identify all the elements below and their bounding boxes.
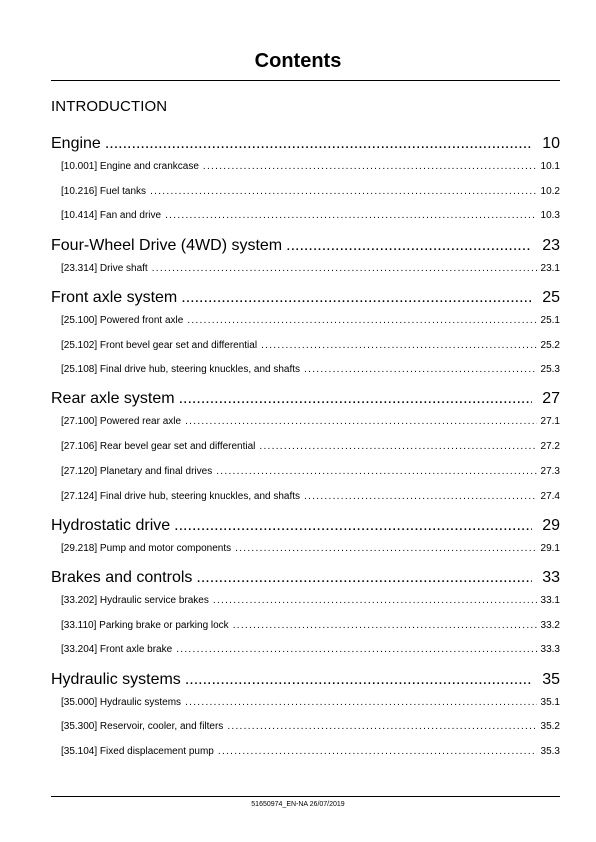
toc-item[interactable] [51, 466, 560, 477]
toc-section-page: 10 [542, 135, 560, 152]
toc-item[interactable] [51, 543, 560, 554]
toc-item-page: 35.1 [540, 696, 560, 708]
toc-item-page: 25.3 [540, 364, 560, 376]
toc-item-page: 23.1 [540, 262, 560, 274]
toc-item[interactable] [51, 644, 560, 655]
toc-item[interactable] [51, 340, 560, 351]
toc-item-page: 25.2 [540, 339, 560, 351]
toc-section[interactable] [51, 569, 560, 587]
dot-leader [216, 466, 536, 477]
toc-item-page: 35.3 [540, 745, 560, 757]
toc-item-label: [10.414] Fan and drive [61, 210, 162, 222]
toc-item-label: [33.204] Front axle brake [61, 644, 173, 656]
toc-section[interactable] [51, 289, 560, 307]
toc-item-label: [25.108] Final drive hub, steering knuckles, and shafts [61, 364, 301, 376]
toc-section-page: 29 [542, 516, 560, 534]
toc-item[interactable] [51, 746, 560, 757]
toc-item-label: [27.106] Rear bevel gear set and differential [61, 441, 256, 453]
toc-section-page: 25 [542, 288, 560, 306]
dot-leader [179, 390, 533, 408]
toc-item-label: [35.104] Fixed displacement pump [61, 745, 214, 757]
toc-item-page: 27.2 [540, 441, 560, 453]
toc-section-label: Hydrostatic drive [51, 516, 171, 534]
dot-leader [304, 364, 537, 375]
dot-leader [304, 491, 537, 502]
dot-leader [259, 441, 536, 452]
toc-item-label: [35.300] Reservoir, cooler, and filters [61, 721, 224, 733]
toc-item-page: 10.1 [540, 161, 560, 172]
toc-item-label: [10.001] Engine and crankcase [61, 161, 199, 172]
toc-section[interactable] [51, 671, 560, 689]
toc-item-page: 33.2 [540, 619, 560, 631]
toc-item-label: [35.000] Hydraulic systems [61, 696, 182, 708]
toc-item-page: 10.3 [540, 210, 560, 222]
toc-section[interactable] [51, 237, 560, 255]
dot-leader [261, 340, 536, 351]
toc-item-page: 27.1 [540, 416, 560, 428]
toc-item-label: [33.110] Parking brake or parking lock [61, 619, 229, 631]
toc-section[interactable] [51, 517, 560, 535]
toc-item[interactable] [51, 186, 560, 197]
footer-doc-id: 51650974_EN-NA 26/07/2019 [251, 801, 345, 808]
toc-item[interactable] [51, 491, 560, 502]
toc-item-label: [33.202] Hydraulic service brakes [61, 594, 209, 606]
toc-item-label: [27.100] Powered rear axle [61, 416, 182, 428]
toc-section-label: Engine [51, 135, 101, 152]
toc-item[interactable] [51, 441, 560, 452]
dot-leader [196, 569, 532, 587]
toc-section-label: Four-Wheel Drive (4WD) system [51, 236, 283, 254]
header-rule [51, 80, 560, 81]
dot-leader [213, 595, 537, 606]
dot-leader [235, 543, 536, 554]
toc-item[interactable] [51, 315, 560, 326]
toc-item[interactable] [51, 263, 560, 274]
toc-item-label: [25.102] Front bevel gear set and differential [61, 339, 258, 351]
toc-item[interactable] [51, 620, 560, 631]
toc-item-label: [27.120] Planetary and final drives [61, 465, 213, 477]
toc-section[interactable] [51, 390, 560, 408]
toc-section-page: 33 [542, 568, 560, 586]
toc-item[interactable] [51, 595, 560, 606]
toc-item-label: [10.216] Fuel tanks [61, 185, 147, 197]
toc-item-page: 10.2 [540, 185, 560, 197]
dot-leader [187, 315, 536, 326]
toc-item-label: [27.124] Final drive hub, steering knuckles, and shafts [61, 490, 301, 502]
dot-leader [105, 135, 532, 153]
toc-item[interactable] [51, 721, 560, 732]
toc-item-label: [29.218] Pump and motor components [61, 542, 232, 554]
page-title: Contents [254, 50, 342, 72]
toc-item-page: 35.2 [540, 721, 560, 733]
toc-section-label: Hydraulic systems [51, 670, 181, 688]
dot-leader [152, 263, 537, 274]
toc-item-page: 27.4 [540, 490, 560, 502]
dot-leader [185, 416, 536, 427]
dot-leader [286, 237, 532, 255]
dot-leader [233, 620, 537, 631]
toc-item[interactable] [51, 210, 560, 221]
toc-section[interactable] [51, 135, 560, 153]
dot-leader [185, 671, 532, 689]
dot-leader [227, 721, 536, 732]
footer-rule [51, 796, 560, 797]
dot-leader [181, 289, 532, 307]
dot-leader [218, 746, 537, 757]
toc-item[interactable] [51, 416, 560, 427]
toc-item-page: 33.1 [540, 594, 560, 606]
toc-item-page: 33.3 [540, 644, 560, 656]
dot-leader [150, 186, 536, 197]
toc-item[interactable] [51, 161, 560, 172]
toc-item-label: [23.314] Drive shaft [61, 262, 148, 274]
dot-leader [203, 161, 537, 172]
toc-item[interactable] [51, 364, 560, 375]
toc-section-page: 23 [542, 236, 560, 254]
dot-leader [165, 210, 536, 221]
dot-leader [174, 517, 532, 535]
toc-item-page: 25.1 [540, 314, 560, 326]
toc-section-page: 27 [542, 390, 560, 408]
toc-section-label: Brakes and controls [51, 568, 193, 586]
toc-item-label: [25.100] Powered front axle [61, 314, 184, 326]
dot-leader [176, 644, 536, 655]
toc-item-page: 27.3 [540, 465, 560, 477]
toc-item-page: 29.1 [540, 542, 560, 554]
toc-section-page: 35 [542, 670, 560, 688]
dot-leader [185, 697, 536, 708]
toc-section-label: Rear axle system [51, 390, 175, 408]
toc-introduction[interactable]: INTRODUCTION [51, 98, 168, 115]
toc-item[interactable] [51, 697, 560, 708]
toc-section-label: Front axle system [51, 288, 178, 306]
